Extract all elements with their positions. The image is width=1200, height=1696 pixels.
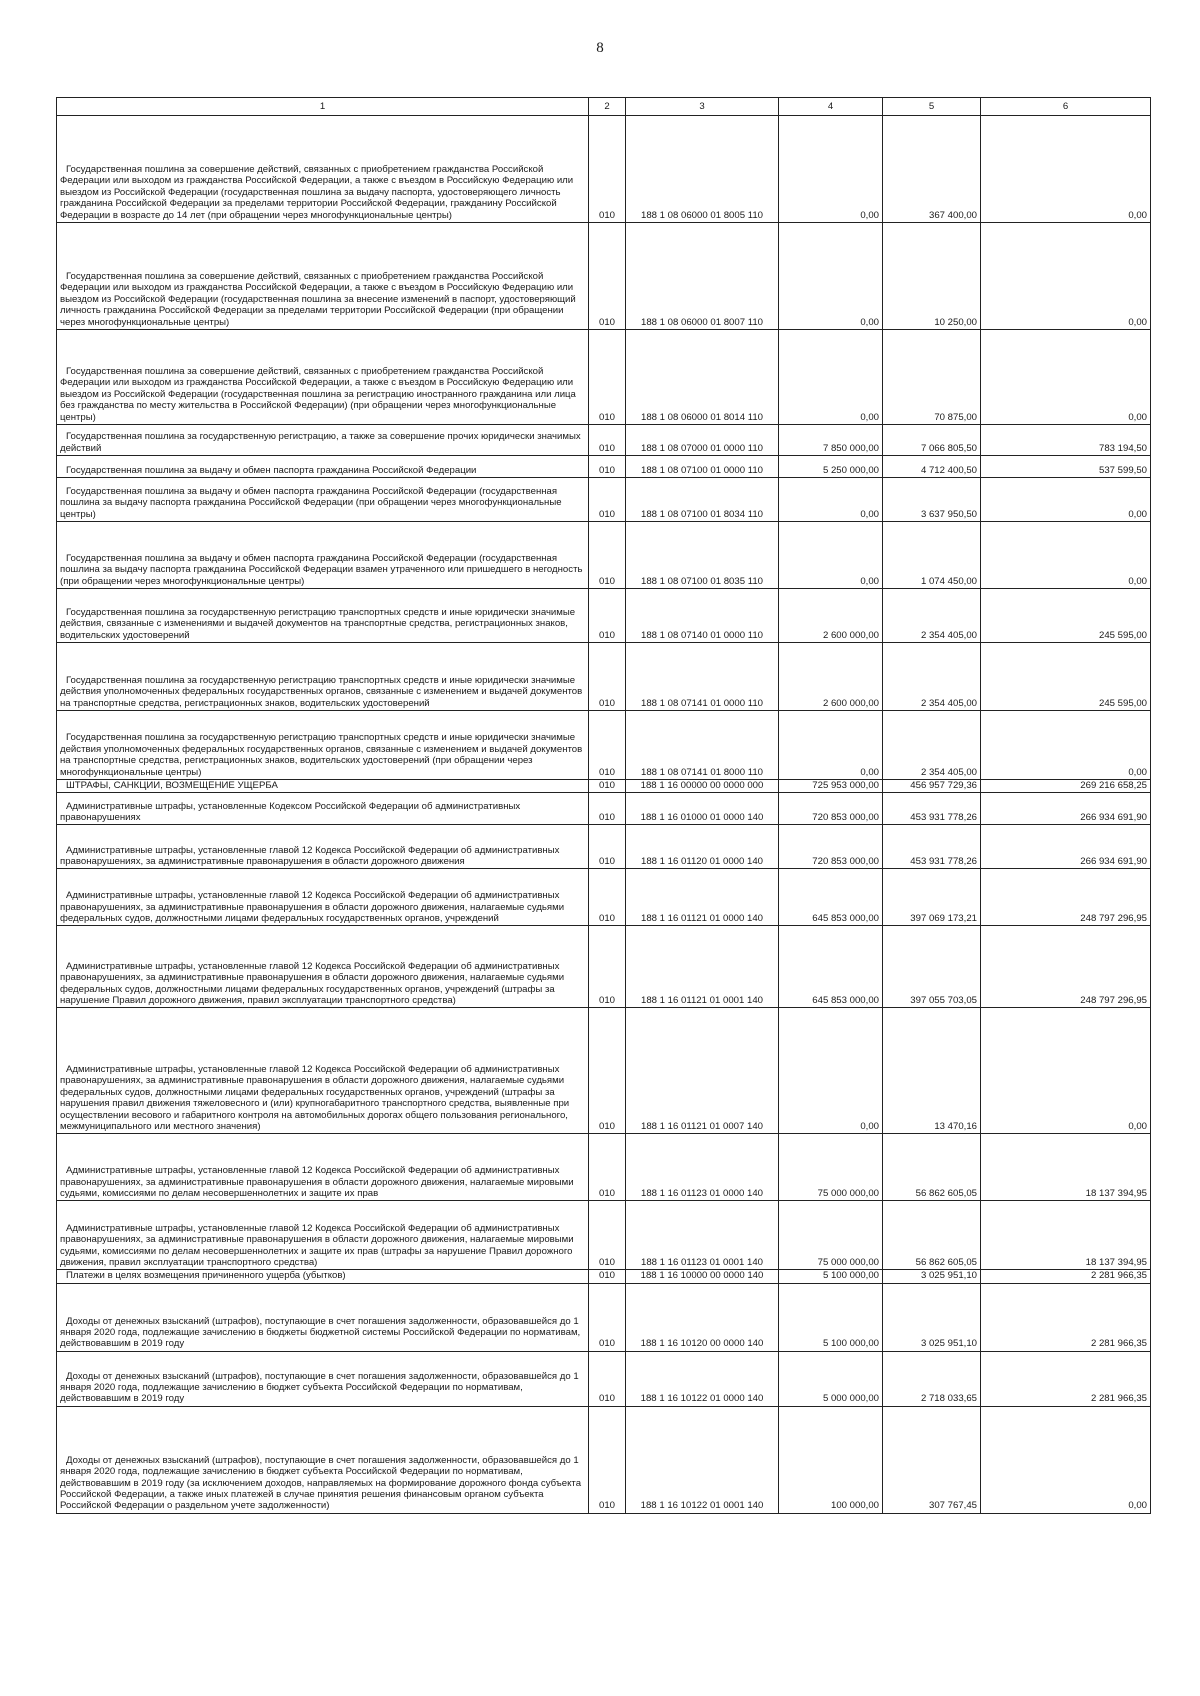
row-code: 010 xyxy=(589,522,626,589)
row-name: Административные штрафы, установленные главой 12 Кодекса Российской Федерации об административных правонарушениях, за административные правонарушения в области дорожного движения, налагаемые мировыми судьями, комиссиями по делам несовершеннолетних и защите их прав xyxy=(57,1134,589,1201)
row-col6-value: 18 137 394,95 xyxy=(981,1201,1151,1270)
row-col6-value: 0,00 xyxy=(981,116,1151,223)
row-col5-value: 453 931 778,26 xyxy=(883,825,981,869)
row-kbk: 188 1 08 07100 01 0000 110 xyxy=(626,456,779,478)
row-name: Административные штрафы, установленные главой 12 Кодекса Российской Федерации об административных правонарушениях, за административные правонарушения в области дорожного движения, налагаемые судьями федеральных судов, должностными лицами федеральных государственных органов, учреждений (штрафы за нарушения правил движения тяжеловесного и (или) крупногабаритного транспортного средства, выявленные при осуществлении весового и габаритного контроля на автомобильных дорогах общего пользования регионального, межмуниципального или местного значения) xyxy=(57,1008,589,1134)
row-col5-value: 2 354 405,00 xyxy=(883,589,981,643)
row-col6-value: 266 934 691,90 xyxy=(981,825,1151,869)
row-col6-value: 18 137 394,95 xyxy=(981,1134,1151,1201)
row-code: 010 xyxy=(589,1351,626,1406)
table-row xyxy=(57,1201,1151,1270)
table-row xyxy=(57,1283,1151,1351)
row-code: 010 xyxy=(589,456,626,478)
row-code: 010 xyxy=(589,116,626,223)
row-col5-value: 3 025 951,10 xyxy=(883,1270,981,1283)
page-number: 8 xyxy=(596,40,604,56)
row-col5-value: 56 862 605,05 xyxy=(883,1201,981,1270)
row-code: 010 xyxy=(589,589,626,643)
row-col6-value: 2 281 966,35 xyxy=(981,1351,1151,1406)
row-col4-value: 5 000 000,00 xyxy=(779,1351,883,1406)
row-kbk: 188 1 16 00000 00 0000 000 xyxy=(626,780,779,793)
row-name: Доходы от денежных взысканий (штрафов), поступающие в счет погашения задолженности, образовавшейся до 1 января 2020 года, подлежащие зачислению в бюджет субъекта Российской Федерации по нормативам, действовавшим в 2019 году xyxy=(57,1351,589,1406)
row-name: Государственная пошлина за совершение действий, связанных с приобретением гражданства Российской Федерации или выходом из гражданства Российской Федерации, а также с въездом в Российскую Федерацию или выездом из Российской Федерации (государственная пошлина за внесение изменений в паспорт, удостоверяющий личность гражданина Российской Федерации за пределами территории Российской Федерации (при обращении через многофункциональные центры) xyxy=(57,223,589,330)
row-col4-value: 720 853 000,00 xyxy=(779,825,883,869)
row-kbk: 188 1 16 01000 01 0000 140 xyxy=(626,793,779,825)
row-name: Платежи в целях возмещения причиненного ущерба (убытков) xyxy=(57,1270,589,1283)
row-col4-value: 645 853 000,00 xyxy=(779,869,883,926)
row-col6-value: 269 216 658,25 xyxy=(981,780,1151,793)
row-name: ШТРАФЫ, САНКЦИИ, ВОЗМЕЩЕНИЕ УЩЕРБА xyxy=(57,780,589,793)
table-row xyxy=(57,330,1151,425)
row-kbk: 188 1 08 07141 01 0000 110 xyxy=(626,643,779,711)
row-col4-value: 0,00 xyxy=(779,223,883,330)
row-name: Государственная пошлина за государственную регистрацию, а также за совершение прочих юридически значимых действий xyxy=(57,425,589,456)
row-col4-value: 2 600 000,00 xyxy=(779,589,883,643)
row-col4-value: 0,00 xyxy=(779,116,883,223)
table-row xyxy=(57,1270,1151,1283)
row-col6-value: 245 595,00 xyxy=(981,589,1151,643)
budget-table xyxy=(56,97,1151,1514)
table-row xyxy=(57,522,1151,589)
row-name: Государственная пошлина за совершение действий, связанных с приобретением гражданства Российской Федерации или выходом из гражданства Российской Федерации, а также с въездом в Российскую Федерацию или выездом из Российской Федерации (государственная пошлина за выдачу паспорта, удостоверяющего личность гражданина Российской Федерации за пределами территории Российской Федерации, гражданину Российской Федерации в возрасте до 14 лет (при обращении через многофункциональные центры) xyxy=(57,116,589,223)
row-col5-value: 56 862 605,05 xyxy=(883,1134,981,1201)
table-row xyxy=(57,869,1151,926)
row-col4-value: 7 850 000,00 xyxy=(779,425,883,456)
table-row xyxy=(57,926,1151,1008)
row-code: 010 xyxy=(589,793,626,825)
row-kbk: 188 1 08 06000 01 8005 110 xyxy=(626,116,779,223)
row-kbk: 188 1 16 10120 00 0000 140 xyxy=(626,1283,779,1351)
row-col5-value: 4 712 400,50 xyxy=(883,456,981,478)
table-row xyxy=(57,456,1151,478)
row-kbk: 188 1 16 01121 01 0007 140 xyxy=(626,1008,779,1134)
row-kbk: 188 1 08 07100 01 8035 110 xyxy=(626,522,779,589)
row-code: 010 xyxy=(589,425,626,456)
row-code: 010 xyxy=(589,926,626,1008)
row-col6-value: 783 194,50 xyxy=(981,425,1151,456)
row-kbk: 188 1 16 01123 01 0001 140 xyxy=(626,1201,779,1270)
row-col4-value: 75 000 000,00 xyxy=(779,1134,883,1201)
row-col5-value: 13 470,16 xyxy=(883,1008,981,1134)
row-col4-value: 2 600 000,00 xyxy=(779,643,883,711)
row-code: 010 xyxy=(589,869,626,926)
table-row xyxy=(57,825,1151,869)
row-name: Доходы от денежных взысканий (штрафов), поступающие в счет погашения задолженности, образовавшейся до 1 января 2020 года, подлежащие зачислению в бюджеты бюджетной системы Российской Федерации по нормативам, действовавшим в 2019 году xyxy=(57,1283,589,1351)
row-kbk: 188 1 08 07141 01 8000 110 xyxy=(626,711,779,780)
table-row xyxy=(57,643,1151,711)
row-col6-value: 0,00 xyxy=(981,1406,1151,1513)
row-name: Доходы от денежных взысканий (штрафов), поступающие в счет погашения задолженности, образовавшейся до 1 января 2020 года, подлежащие зачислению в бюджет субъекта Российской Федерации по нормативам, действовавшим в 2019 году (за исключением доходов, направляемых на формирование дорожного фонда субъекта Российской Федерации, а также иных платежей в случае принятия решения финансовым органом субъекта Российской Федерации о раздельном учете задолженности) xyxy=(57,1406,589,1513)
row-kbk: 188 1 16 01120 01 0000 140 xyxy=(626,825,779,869)
row-col5-value: 70 875,00 xyxy=(883,330,981,425)
row-col6-value: 266 934 691,90 xyxy=(981,793,1151,825)
row-kbk: 188 1 08 06000 01 8007 110 xyxy=(626,223,779,330)
row-col5-value: 1 074 450,00 xyxy=(883,522,981,589)
table-row xyxy=(57,1134,1151,1201)
table-body xyxy=(57,116,1151,1514)
row-name: Государственная пошлина за государственную регистрацию транспортных средств и иные юридически значимые действия, связанные с изменениями и выдачей документов на транспортные средства, регистрационных знаков, водительских удостоверений xyxy=(57,589,589,643)
row-name: Государственная пошлина за совершение действий, связанных с приобретением гражданства Российской Федерации или выходом из гражданства Российской Федерации, а также с въездом в Российскую Федерацию или выездом из Российской Федерации (государственная пошлина за регистрацию иностранного гражданина или лица без гражданства по месту жительства в Российской Федерации) (при обращении через многофункциональные центры) xyxy=(57,330,589,425)
row-col4-value: 5 100 000,00 xyxy=(779,1283,883,1351)
row-code: 010 xyxy=(589,330,626,425)
row-col5-value: 2 354 405,00 xyxy=(883,643,981,711)
row-name: Государственная пошлина за выдачу и обмен паспорта гражданина Российской Федерации (государственная пошлина за выдачу паспорта гражданина Российской Федерации (при обращении через многофункциональные центры) xyxy=(57,478,589,522)
row-name: Административные штрафы, установленные Кодексом Российской Федерации об административных правонарушениях xyxy=(57,793,589,825)
row-col4-value: 720 853 000,00 xyxy=(779,793,883,825)
row-col6-value: 2 281 966,35 xyxy=(981,1270,1151,1283)
row-col6-value: 245 595,00 xyxy=(981,643,1151,711)
row-col6-value: 248 797 296,95 xyxy=(981,869,1151,926)
row-kbk: 188 1 16 01121 01 0000 140 xyxy=(626,869,779,926)
row-code: 010 xyxy=(589,780,626,793)
row-col5-value: 397 055 703,05 xyxy=(883,926,981,1008)
row-code: 010 xyxy=(589,1134,626,1201)
row-col4-value: 0,00 xyxy=(779,1008,883,1134)
row-col4-value: 5 250 000,00 xyxy=(779,456,883,478)
row-kbk: 188 1 16 10000 00 0000 140 xyxy=(626,1270,779,1283)
row-col4-value: 0,00 xyxy=(779,711,883,780)
row-col4-value: 100 000,00 xyxy=(779,1406,883,1513)
table-row xyxy=(57,223,1151,330)
row-code: 010 xyxy=(589,1283,626,1351)
table-row xyxy=(57,116,1151,223)
row-col4-value: 5 100 000,00 xyxy=(779,1270,883,1283)
header-row xyxy=(57,98,1151,116)
row-col6-value: 0,00 xyxy=(981,478,1151,522)
row-col6-value: 0,00 xyxy=(981,522,1151,589)
row-col6-value: 537 599,50 xyxy=(981,456,1151,478)
row-col4-value: 75 000 000,00 xyxy=(779,1201,883,1270)
col-header-4: 4 xyxy=(779,98,883,116)
row-kbk: 188 1 08 07100 01 8034 110 xyxy=(626,478,779,522)
row-col5-value: 3 637 950,50 xyxy=(883,478,981,522)
row-col4-value: 0,00 xyxy=(779,478,883,522)
table-row xyxy=(57,793,1151,825)
row-col6-value: 2 281 966,35 xyxy=(981,1283,1151,1351)
table-row xyxy=(57,711,1151,780)
table-row xyxy=(57,589,1151,643)
row-code: 010 xyxy=(589,643,626,711)
col-header-1: 1 xyxy=(57,98,589,116)
row-kbk: 188 1 08 07000 01 0000 110 xyxy=(626,425,779,456)
row-name: Административные штрафы, установленные главой 12 Кодекса Российской Федерации об административных правонарушениях, за административные правонарушения в области дорожного движения, налагаемые судьями федеральных судов, должностными лицами федеральных государственных органов, учреждений xyxy=(57,869,589,926)
row-code: 010 xyxy=(589,223,626,330)
table-row xyxy=(57,1008,1151,1134)
table-row xyxy=(57,1351,1151,1406)
row-code: 010 xyxy=(589,825,626,869)
row-col5-value: 456 957 729,36 xyxy=(883,780,981,793)
col-header-5: 5 xyxy=(883,98,981,116)
row-col4-value: 0,00 xyxy=(779,330,883,425)
row-col6-value: 0,00 xyxy=(981,330,1151,425)
row-kbk: 188 1 16 01121 01 0001 140 xyxy=(626,926,779,1008)
row-col4-value: 645 853 000,00 xyxy=(779,926,883,1008)
table-row xyxy=(57,780,1151,793)
row-col5-value: 307 767,45 xyxy=(883,1406,981,1513)
row-col5-value: 397 069 173,21 xyxy=(883,869,981,926)
row-col5-value: 2 354 405,00 xyxy=(883,711,981,780)
col-header-3: 3 xyxy=(626,98,779,116)
row-col5-value: 10 250,00 xyxy=(883,223,981,330)
table-row xyxy=(57,425,1151,456)
row-name: Государственная пошлина за выдачу и обмен паспорта гражданина Российской Федерации xyxy=(57,456,589,478)
row-code: 010 xyxy=(589,1270,626,1283)
row-kbk: 188 1 08 06000 01 8014 110 xyxy=(626,330,779,425)
row-code: 010 xyxy=(589,711,626,780)
col-header-6: 6 xyxy=(981,98,1151,116)
row-col6-value: 0,00 xyxy=(981,711,1151,780)
row-col6-value: 0,00 xyxy=(981,223,1151,330)
row-col5-value: 3 025 951,10 xyxy=(883,1283,981,1351)
row-col5-value: 367 400,00 xyxy=(883,116,981,223)
row-name: Государственная пошлина за государственную регистрацию транспортных средств и иные юридически значимые действия уполномоченных федеральных государственных органов, связанные с изменением и выдачей документов на транспортные средства, регистрационных знаков, водительских удостоверений (при обращении через многофункциональные центры) xyxy=(57,711,589,780)
row-kbk: 188 1 16 10122 01 0000 140 xyxy=(626,1351,779,1406)
row-name: Административные штрафы, установленные главой 12 Кодекса Российской Федерации об административных правонарушениях, за административные правонарушения в области дорожного движения, налагаемые судьями федеральных судов, должностными лицами федеральных государственных органов, учреждений (штрафы за нарушение Правил дорожного движения, правил эксплуатации транспортного средства) xyxy=(57,926,589,1008)
row-name: Административные штрафы, установленные главой 12 Кодекса Российской Федерации об административных правонарушениях, за административные правонарушения в области дорожного движения, налагаемые мировыми судьями, комиссиями по делам несовершеннолетних и защите их прав (штрафы за нарушение Правил дорожного движения, правил эксплуатации транспортного средства) xyxy=(57,1201,589,1270)
row-name: Государственная пошлина за выдачу и обмен паспорта гражданина Российской Федерации (государственная пошлина за выдачу паспорта гражданина Российской Федерации взамен утраченного или пришедшего в негодность (при обращении через многофункциональные центры) xyxy=(57,522,589,589)
table-row xyxy=(57,478,1151,522)
row-kbk: 188 1 16 10122 01 0001 140 xyxy=(626,1406,779,1513)
row-kbk: 188 1 16 01123 01 0000 140 xyxy=(626,1134,779,1201)
row-col5-value: 7 066 805,50 xyxy=(883,425,981,456)
col-header-2: 2 xyxy=(589,98,626,116)
row-kbk: 188 1 08 07140 01 0000 110 xyxy=(626,589,779,643)
row-col5-value: 453 931 778,26 xyxy=(883,793,981,825)
row-code: 010 xyxy=(589,1201,626,1270)
row-name: Административные штрафы, установленные главой 12 Кодекса Российской Федерации об административных правонарушениях, за административные правонарушения в области дорожного движения xyxy=(57,825,589,869)
row-name: Государственная пошлина за государственную регистрацию транспортных средств и иные юридически значимые действия уполномоченных федеральных государственных органов, связанные с изменением и выдачей документов на транспортные средства, регистрационных знаков, водительских удостоверений xyxy=(57,643,589,711)
row-col4-value: 0,00 xyxy=(779,522,883,589)
table-row xyxy=(57,1406,1151,1513)
row-code: 010 xyxy=(589,478,626,522)
row-code: 010 xyxy=(589,1406,626,1513)
row-col4-value: 725 953 000,00 xyxy=(779,780,883,793)
row-col6-value: 248 797 296,95 xyxy=(981,926,1151,1008)
row-col5-value: 2 718 033,65 xyxy=(883,1351,981,1406)
row-code: 010 xyxy=(589,1008,626,1134)
row-col6-value: 0,00 xyxy=(981,1008,1151,1134)
